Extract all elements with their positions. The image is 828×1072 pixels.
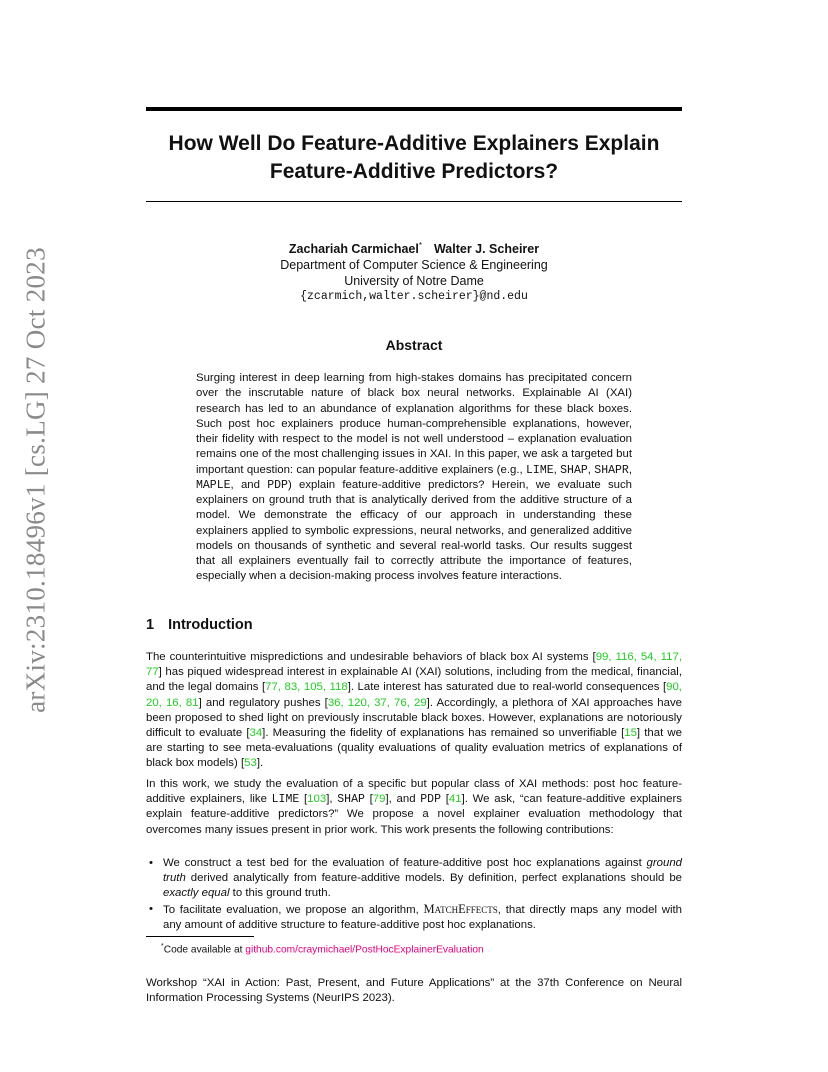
- title-rule-top: [146, 107, 682, 111]
- citation-link[interactable]: 15: [624, 727, 637, 740]
- intro-paragraph-2: In this work, we study the evaluation of a specific but popular class of XAI methods: post hoc feature-additive explainers, like LIME [103], SHAP [79], and PDP [41]. We ask, “can feature-additive explainers explain feature-additive predictors?” We propose a novel explainer evaluation methodology that overcomes many issues present in prior work. This work presents the following contributions:: [146, 778, 682, 836]
- venue-note: Workshop “XAI in Action: Past, Present, and Future Applications” at the 37th Conference on Neural Information Processing Systems (NeurIPS 2023).: [146, 977, 682, 1005]
- author-department: Department of Computer Science & Engineering: [280, 258, 548, 273]
- citation-link[interactable]: 53: [244, 757, 257, 770]
- author-block: [146, 238, 682, 305]
- abstract-text: Surging interest in deep learning from high-stakes domains has precipitated concern over the inscrutable nature of black box neural networks. Explainable AI (XAI) research has led to an abundance of explanation algorithms for these black boxes. Such post hoc explainers produce human-comprehensible explanations, however, their fidelity with respect to the model is not well understood – explanation evaluation remains one of the most challenging issues in XAI. In this paper, we ask a targeted but important question: can popular feature-additive explainers (e.g., LIME, SHAP, SHAPR, MAPLE, and PDP) explain feature-additive predictors? Herein, we evaluate such explainers on ground truth that is analytically derived from the additive structure of a model. We demonstrate the efficacy of our approach in understanding these explainers applied to symbolic expressions, neural networks, and generalized additive models on thousands of synthetic and several real-world tasks. Our results suggest that all explainers eventually fail to correctly attribute the importance of features, especially when a decision-making process involves feature interactions.: [196, 372, 633, 583]
- author-email: {zcarmich,walter.scheirer}@nd.edu: [300, 290, 528, 304]
- author-university: University of Notre Dame: [344, 274, 484, 289]
- title-rule-bottom: [146, 201, 682, 202]
- section-heading-introduction: [146, 617, 253, 633]
- citation-link[interactable]: 36, 120, 37, 76, 29: [327, 696, 427, 709]
- method-maple: MAPLE: [196, 478, 231, 492]
- section-number: 1: [146, 617, 155, 633]
- code-repository-link[interactable]: github.com/craymichael/PostHocExplainerEvaluation: [245, 944, 484, 956]
- author-footnote-mark: *: [418, 241, 422, 250]
- intro-paragraph-1: The counterintuitive mispredictions and undesirable behaviors of black box AI systems [99, 116, 54, 117, 77] has piqued widespread interest in explainable AI (XAI) solutions, including from the medical, financial, and the legal domains [77, 83, 105, 118]. Late interest has saturated due to real-world consequences [90, 20, 16, 81] and regulatory pushes [36, 120, 37, 76, 29]. Accordingly, a plethora of XAI approaches have been proposed to shed light on previously inscrutable black boxes. However, explanations are notoriously difficult to evaluate [34]. Measuring the fidelity of explanations has remained so unverifiable [15] that we are starting to see meta-evaluations (quality evaluations of quality evaluation metrics of explanations of black box models) [53].: [146, 651, 683, 770]
- contribution-item: • We construct a test bed for the evaluation of feature-additive post hoc explanations against ground truth derived analytically from feature-additive models. By definition, perfect explanations should be exactly equal to this ground truth.: [146, 856, 682, 902]
- citation-link[interactable]: 79: [372, 793, 386, 806]
- author-names: [146, 238, 682, 257]
- citation-link[interactable]: 77, 83, 105, 118: [265, 681, 348, 694]
- paper-title: [146, 130, 682, 186]
- citation-link[interactable]: 90, 20, 16, 81: [146, 681, 682, 709]
- citation-link[interactable]: 34: [249, 727, 263, 740]
- method-shap: SHAP: [560, 463, 588, 477]
- abstract-heading: Abstract: [385, 337, 443, 353]
- arxiv-identifier-text: arXiv:2310.18496v1 [cs.LG] 27 Oct 2023: [20, 247, 51, 713]
- method-pdp: PDP: [420, 793, 441, 807]
- author-2: Walter J. Scheirer: [433, 242, 540, 257]
- title-line-1: How Well Do Feature-Additive Explainers Explain: [168, 132, 660, 155]
- footnote: *Code available at github.com/craymichael/PostHocExplainerEvaluation: [161, 943, 484, 956]
- method-shap: SHAP: [337, 793, 365, 807]
- method-shapr: SHAPR: [594, 463, 629, 477]
- method-lime: LIME: [526, 463, 554, 477]
- method-lime: LIME: [271, 793, 300, 807]
- title-line-2: Feature-Additive Predictors?: [269, 160, 559, 183]
- citation-link[interactable]: 103: [307, 793, 327, 806]
- citation-link[interactable]: 99, 116, 54, 117, 77: [146, 651, 682, 679]
- footnote-mark: *: [161, 943, 164, 950]
- footnote-rule: [146, 936, 254, 937]
- contribution-item: • To facilitate evaluation, we propose an algorithm, MatchEffects, that directly maps any model with any amount of additive structure to feature-additive post hoc explanations.: [146, 902, 682, 933]
- contributions-list: [146, 856, 682, 933]
- author-1: Zachariah Carmichael: [288, 242, 419, 257]
- section-title: Introduction: [168, 617, 253, 633]
- method-pdp: PDP: [267, 478, 288, 492]
- citation-link[interactable]: 41: [448, 793, 462, 806]
- algorithm-name: MatchEffects: [423, 901, 498, 916]
